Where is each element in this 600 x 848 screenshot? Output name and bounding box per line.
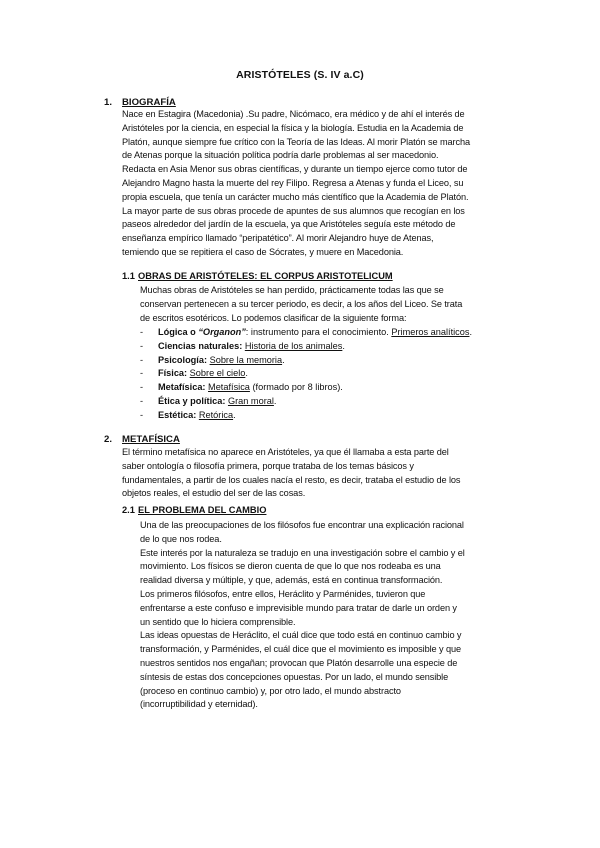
text-line: de escritos esotéricos. Lo podemos clasificar de la siguiente forma: <box>140 312 407 323</box>
text-line: Redacta en Asia Menor sus obras científicas, y durante un tiempo ejerce como tutor de <box>122 164 468 175</box>
work-note: . <box>233 409 236 420</box>
works-list-item <box>140 354 472 368</box>
work-title: Metafísica <box>208 382 250 393</box>
section-label: BIOGRAFÍA <box>122 97 176 108</box>
text-line: objetos reales, el estudio del ser de las cosas. <box>122 488 306 499</box>
work-note: . <box>342 340 345 351</box>
work-category: Ética y política: <box>158 395 228 406</box>
section-heading-metafisica <box>104 434 180 445</box>
subsection-label: OBRAS DE ARISTÓTELES: EL CORPUS ARISTOTELICUM <box>138 271 393 281</box>
subsection-label: EL PROBLEMA DEL CAMBIO <box>138 505 267 515</box>
work-title: Sobre la memoria <box>209 354 283 365</box>
text-line: Aristóteles por la ciencia, en especial la física y la biología. Estudia en la Academia de <box>122 122 464 133</box>
text-line: Nace en Estagira (Macedonia) .Su padre, Nicómaco, era médico y de ahí el interés de <box>122 109 465 119</box>
works-list-item <box>140 326 472 340</box>
text-line: de lo que nos rodea. <box>140 533 222 544</box>
cambio-paragraph <box>140 519 465 712</box>
work-note: . <box>245 368 248 379</box>
work-title: Retórica <box>198 409 234 420</box>
works-list-item <box>140 340 472 354</box>
section-label: METAFÍSICA <box>122 434 180 445</box>
text-line: enseñanza empírico llamado “peripatético”. Al morir Alejandro huye de Atenas, <box>122 233 434 244</box>
work-description: : instrumento para el conocimiento. <box>245 327 392 337</box>
work-title: Sobre el cielo <box>189 368 246 379</box>
work-category: Psicología: <box>158 354 210 365</box>
obras-paragraph <box>140 284 462 325</box>
text-line: de Atenas porque la situación política podría darle problemas al ser macedonio. <box>122 150 439 161</box>
work-category: Física: <box>158 368 190 379</box>
list-dash: - <box>140 368 144 379</box>
works-list <box>140 326 472 423</box>
work-category: Lógica o <box>158 327 199 337</box>
text-line: temiendo que se repitiera el caso de Sócrates, y muere en Macedonia. <box>122 246 404 257</box>
text-line: Alejandro Magno hasta la muerte del rey Filipo. Regresa a Atenas y funda el Liceo, su <box>122 177 464 188</box>
works-list-item <box>140 367 472 381</box>
text-line: transformación, y Parménides, el cuál dice que el movimiento es imposible y que <box>140 644 461 655</box>
text-line: (incorruptibilidad y eternidad). <box>140 699 258 710</box>
text-line: El término metafísica no aparece en Aristóteles, ya que él llamaba a esta parte del <box>122 447 449 457</box>
text-line: propia escuela, que tenía un carácter mucho más científico que la Academia de Platón. <box>122 191 469 202</box>
text-line: (proceso en continuo cambio) y, por otro lado, el mundo abstracto <box>140 685 401 696</box>
work-category: Estética: <box>158 409 199 420</box>
text-line: síntesis de estas dos concepciones opuestas. Por un lado, el mundo sensible <box>140 671 449 682</box>
list-dash: - <box>140 395 144 406</box>
list-dash: - <box>140 354 144 365</box>
text-line: movimiento. Los físicos se dieron cuenta de que lo que nos rodeaba es una <box>140 561 441 572</box>
text-line: realidad diversa y múltiple, y que, además, está en continua transformación. <box>140 575 443 586</box>
list-dash: - <box>140 327 144 337</box>
work-category: Metafísica: <box>158 382 209 393</box>
text-line: Una de las preocupaciones de los filósofos fue encontrar una explicación racional <box>140 520 464 530</box>
subsection-number: 1.1 <box>122 271 135 281</box>
section-heading-biografia <box>104 97 176 108</box>
works-list-item <box>140 409 472 423</box>
work-title: Historia de los animales <box>244 340 343 351</box>
text-line: paseos alrededor del jardín de la escuela, ya que Aristóteles seguía este método de <box>122 219 456 230</box>
works-list-item <box>140 395 472 409</box>
text-line: La mayor parte de sus obras procede de apuntes de sus alumnos que recogían en los <box>122 205 465 216</box>
subsection-number: 2.1 <box>122 505 135 515</box>
text-line: conservan pertenecen a su tercer periodo, es decir, a los años del Liceo. Se trata <box>140 298 463 309</box>
text-line: Platón, aunque siempre fue crítico con la Teoría de las Ideas. Al morir Platón se marcha <box>122 136 470 147</box>
text-line: fundamentales, a partir de los cuales nacía el resto, es decir, trataba el estudio de los <box>122 474 461 485</box>
subsection-heading-cambio <box>122 505 266 515</box>
text-line: enfrentarse a este confuso e imprevisible mundo para tratar de darle un orden y <box>140 602 457 613</box>
text-line: nuestros sentidos nos engañan; provocan que Platón desarrolle una especie de <box>140 657 458 668</box>
section-number: 1. <box>104 97 113 108</box>
work-title: Primeros analíticos <box>391 327 470 337</box>
work-category-italic: “Organon” <box>198 327 246 337</box>
list-dash: - <box>140 382 144 393</box>
work-note: . <box>273 395 277 406</box>
list-dash: - <box>140 340 144 351</box>
text-line: Muchas obras de Aristóteles se han perdido, prácticamente todas las que se <box>140 285 444 295</box>
section-number: 2. <box>104 434 113 445</box>
subsection-heading-obras <box>122 271 393 281</box>
text-line: saber ontología o filosofía primera, porque trataba de los temas básicos y <box>122 460 414 471</box>
metafisica-paragraph <box>122 446 460 501</box>
work-category: Ciencias naturales: <box>158 340 245 351</box>
work-note: (formado por 8 libros). <box>249 382 343 393</box>
text-line: Las ideas opuestas de Heráclito, el cuál dice que todo está en continuo cambio y <box>140 630 462 641</box>
work-note: . <box>469 327 473 337</box>
document-title: ARISTÓTELES (S. IV a.C) <box>236 69 364 81</box>
work-note: . <box>282 354 285 365</box>
text-line: un sentido que lo hiciera comprensible. <box>140 616 296 627</box>
list-dash: - <box>140 409 144 420</box>
work-title: Gran moral <box>227 395 274 406</box>
text-line: Este interés por la naturaleza se tradujo en una investigación sobre el cambio y el <box>140 547 465 558</box>
works-list-item <box>140 381 472 395</box>
biografia-paragraph <box>122 108 470 260</box>
text-line: Los primeros filósofos, entre ellos, Heráclito y Parménides, tuvieron que <box>140 588 426 599</box>
